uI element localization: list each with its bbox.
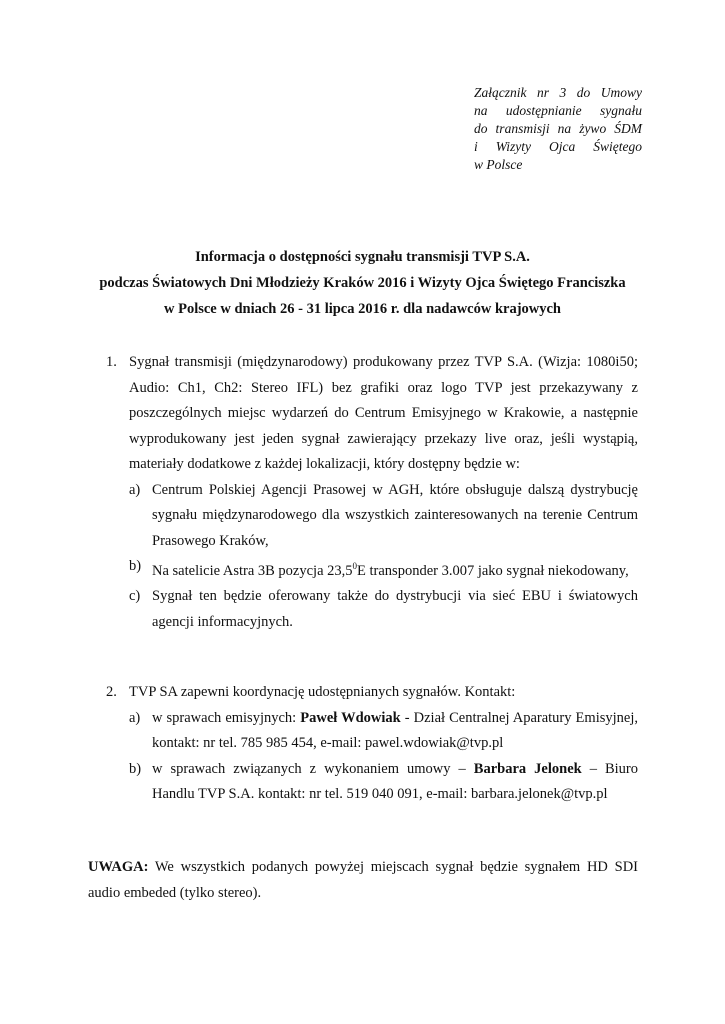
sub-list [129,706,638,808]
annex-line: na udostępnianie sygnału [474,103,642,118]
item-text: TVP SA zapewni koordynację udostępnianych sygnałów. Kontakt: [129,684,516,700]
item-text: Sygnał transmisji (międzynarodowy) produkowany przez TVP S.A. (Wizja: 1080i50; Audio: Ch1, Ch2: Stereo IFL) bez grafiki oraz logo TVP jest przekazywany z poszczególnych miejsc wydarzeń do Centrum Emisyjnego w Krakowie, a następnie wyprodukowany jest jeden sygnał zawierający przekazy live oraz, jeśli wystąpią, materiały dodatkowe z każdej lokalizacji, który dostępny będzie w: [129,354,638,472]
section-2 [106,680,638,808]
note-paragraph [88,855,638,906]
sub-item-text: – Biuro Handlu TVP S.A. kontakt: nr tel. 519 040 091, e-mail: barbara.jelonek@tvp.pl [152,760,638,802]
section-1 [106,350,638,635]
list-item [106,350,638,478]
list-item [106,680,638,808]
sub-item-text: Centrum Polskiej Agencji Prasowej w AGH, które obsługuje dalszą dystrybucję sygnału międzynarodowego dla wszystkich zainteresowanych na terenie Centrum Prasowego Kraków, [152,481,638,549]
annex-line: i Wizyty Ojca Świętego [474,139,642,154]
sub-item-label: a) [129,709,141,726]
note-label: UWAGA: [88,859,149,875]
annex-reference [474,84,642,174]
sub-item-text: w sprawach emisyjnych: [152,709,301,726]
sub-item-label: b) [129,760,142,777]
annex-line: w Polsce [474,157,523,172]
sub-item-label: b) [129,558,142,574]
superscript: 0 [352,561,358,571]
annex-line: Załącznik nr 3 do Umowy [474,85,642,100]
annex-line: do transmisji na żywo ŚDM [474,121,642,136]
sub-item-a [129,706,638,757]
contact-name: Paweł Wdowiak [300,709,401,726]
contact-name: Barbara Jelonek [473,760,582,777]
sub-item-c [129,584,638,635]
sub-list [129,478,638,636]
sub-item-b [129,757,638,808]
item-number: 1. [106,354,117,370]
sub-item-label: c) [129,588,141,605]
title-line-2: podczas Światowych Dni Młodzieży Kraków 2016 i Wizyty Ojca Świętego Franciszka [99,275,626,291]
sub-item-text: - Dział Centralnej Aparatury Emisyjnej, kontakt: nr tel. 785 985 454, e-mail: pawel.wdowiak@tvp.pl [152,709,638,751]
note-text: We wszystkich podanych powyżej miejscach sygnał będzie sygnałem HD SDI audio embeded (tylko stereo). [88,859,638,901]
sub-item-a [129,478,638,555]
item-number: 2. [106,684,117,700]
title-line-1: Informacja o dostępności sygnału transmisji TVP S.A. [195,249,530,265]
sub-item-text: E transponder 3.007 jako sygnał niekodowany, [357,562,629,579]
sub-item-text: w sprawach związanych z wykonaniem umowy – [152,760,474,777]
sub-item-text: Na satelicie Astra 3B pozycja 23,5 [152,562,353,579]
sub-item-text: Sygnał ten będzie oferowany także do dystrybucji via sieć EBU i światowych agencji informacyjnych. [152,588,638,630]
document-title [60,244,665,322]
sub-item-b [129,554,638,584]
title-line-3: w Polsce w dniach 26 - 31 lipca 2016 r. dla nadawców krajowych [163,301,561,317]
sub-item-label: a) [129,481,141,498]
